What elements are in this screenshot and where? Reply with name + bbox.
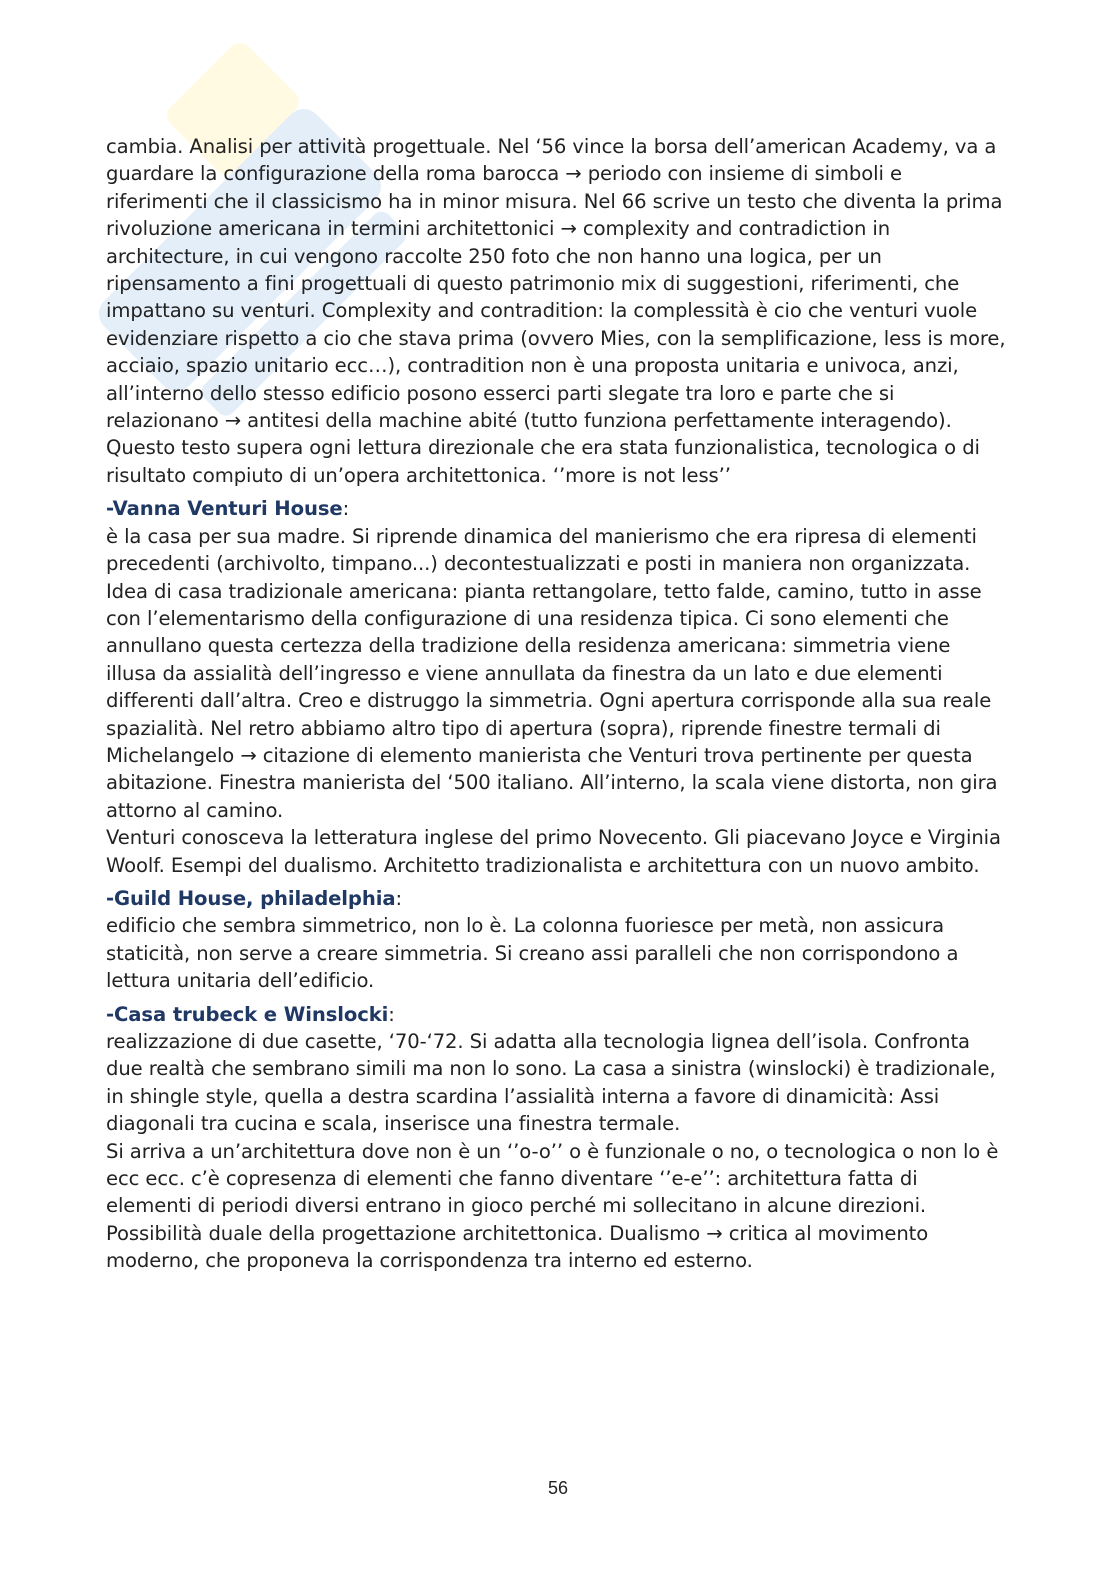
section-paragraph: Venturi conosceva la letteratura inglese del primo Novecento. Gli piacevano Joyce e Virginia Woolf. Esempi del dualismo. Architetto tradizionalista e architettura con un nuovo ambito. xyxy=(106,826,1001,877)
section-heading: -Guild House, philadelphia: xyxy=(106,886,402,910)
section-paragraph: è la casa per sua madre. Si riprende dinamica del manierismo che era ripresa di elementi precedenti (archivolto, timpano...) decontestualizzati e posti in maniera non organizzata. Idea di casa tradizionale americana: pianta rettangolare, tetto falde, camino, tutto in asse con l’elementarismo della configurazione di una residenza tipica. Ci sono elementi che annullano questa certezza della tradizione della residenza americana: simmetria viene illusa da assialità dell’ingresso e viene annullata da finestra da un lato e due elementi differenti dall’altra. Creo e distruggo la simmetria. Ogni apertura corrisponde alla sua reale spazialità. Nel retro abbiamo altro tipo di apertura (sopra), riprende finestre termali di Michelangelo → citazione di elemento manierista che Venturi trova pertinente per questa abitazione. Finestra manierista del ‘500 italiano. All’interno, la scala viene distorta, non gira attorno al camino. xyxy=(106,524,998,822)
document-body xyxy=(106,133,1006,1275)
page-number: 56 xyxy=(547,1478,569,1498)
section-heading: -Casa trubeck e Winslocki: xyxy=(106,1002,395,1026)
section-heading: -Vanna Venturi House: xyxy=(106,497,350,521)
section-casa-trubeck-winslocki xyxy=(106,1001,1006,1275)
intro-paragraph: cambia. Analisi per attività progettuale. Nel ‘56 vince la borsa dell’american Academy, va a guardare la configurazione della roma barocca → periodo con insieme di simboli e riferimenti che il classicismo ha in minor misura. Nel 66 scrive un testo che diventa la prima rivoluzione americana in termini architettonici → complexity and contradiction in architecture, in cui vengono raccolte 250 foto che non hanno una logica, per un ripensamento a fini progettuali di questo patrimonio mix di suggestioni, riferimenti, che impattano su venturi. Complexity and contradition: la complessità è cio che venturi vuole evidenziare rispetto a cio che stava prima (ovvero Mies, con la semplificazione, less is more, acciaio, spazio unitario ecc…), contradition non è una proposta unitaria e univoca, anzi, all’interno dello stesso edificio posono esserci parti slegate tra loro e parte che si relazionano → antitesi della machine abité (tutto funziona perfettamente interagendo). Questo testo supera ogni lettura direzionale che era stata funzionalistica, tecnologica o di risultato compiuto di un’opera architettonica. ‘’more is not less’’ xyxy=(106,135,1006,487)
section-paragraph: realizzazione di due casette, ‘70-‘72. Si adatta alla tecnologia lignea dell’isola. Confronta due realtà che sembrano simili ma non lo sono. La casa a sinistra (winslocki) è tradizionale, in shingle style, quella a destra scardina l’assialità interna a favore di dinamicità: Assi diagonali tra cucina e scala, inserisce una finestra termale. xyxy=(106,1030,996,1136)
section-paragraph: Si arriva a un’architettura dove non è un ‘’o-o’’ o è funzionale o no, o tecnologica o non lo è ecc ecc. c’è copresenza di elementi che fanno diventare ‘’e-e’’: architettura fatta di elementi di periodi diversi entrano in gioco perché mi sollecitano in alcune direzioni. Possibilità duale della progettazione architettonica. Dualismo → critica al movimento moderno, che proponeva la corrispondenza tra interno ed esterno. xyxy=(106,1139,999,1273)
section-guild-house xyxy=(106,885,1006,995)
section-vanna-venturi-house xyxy=(106,495,1006,879)
section-paragraph: edificio che sembra simmetrico, non lo è. La colonna fuoriesce per metà, non assicura staticità, non serve a creare simmetria. Si creano assi paralleli che non corrispondono a lettura unitaria dell’edificio. xyxy=(106,914,959,993)
